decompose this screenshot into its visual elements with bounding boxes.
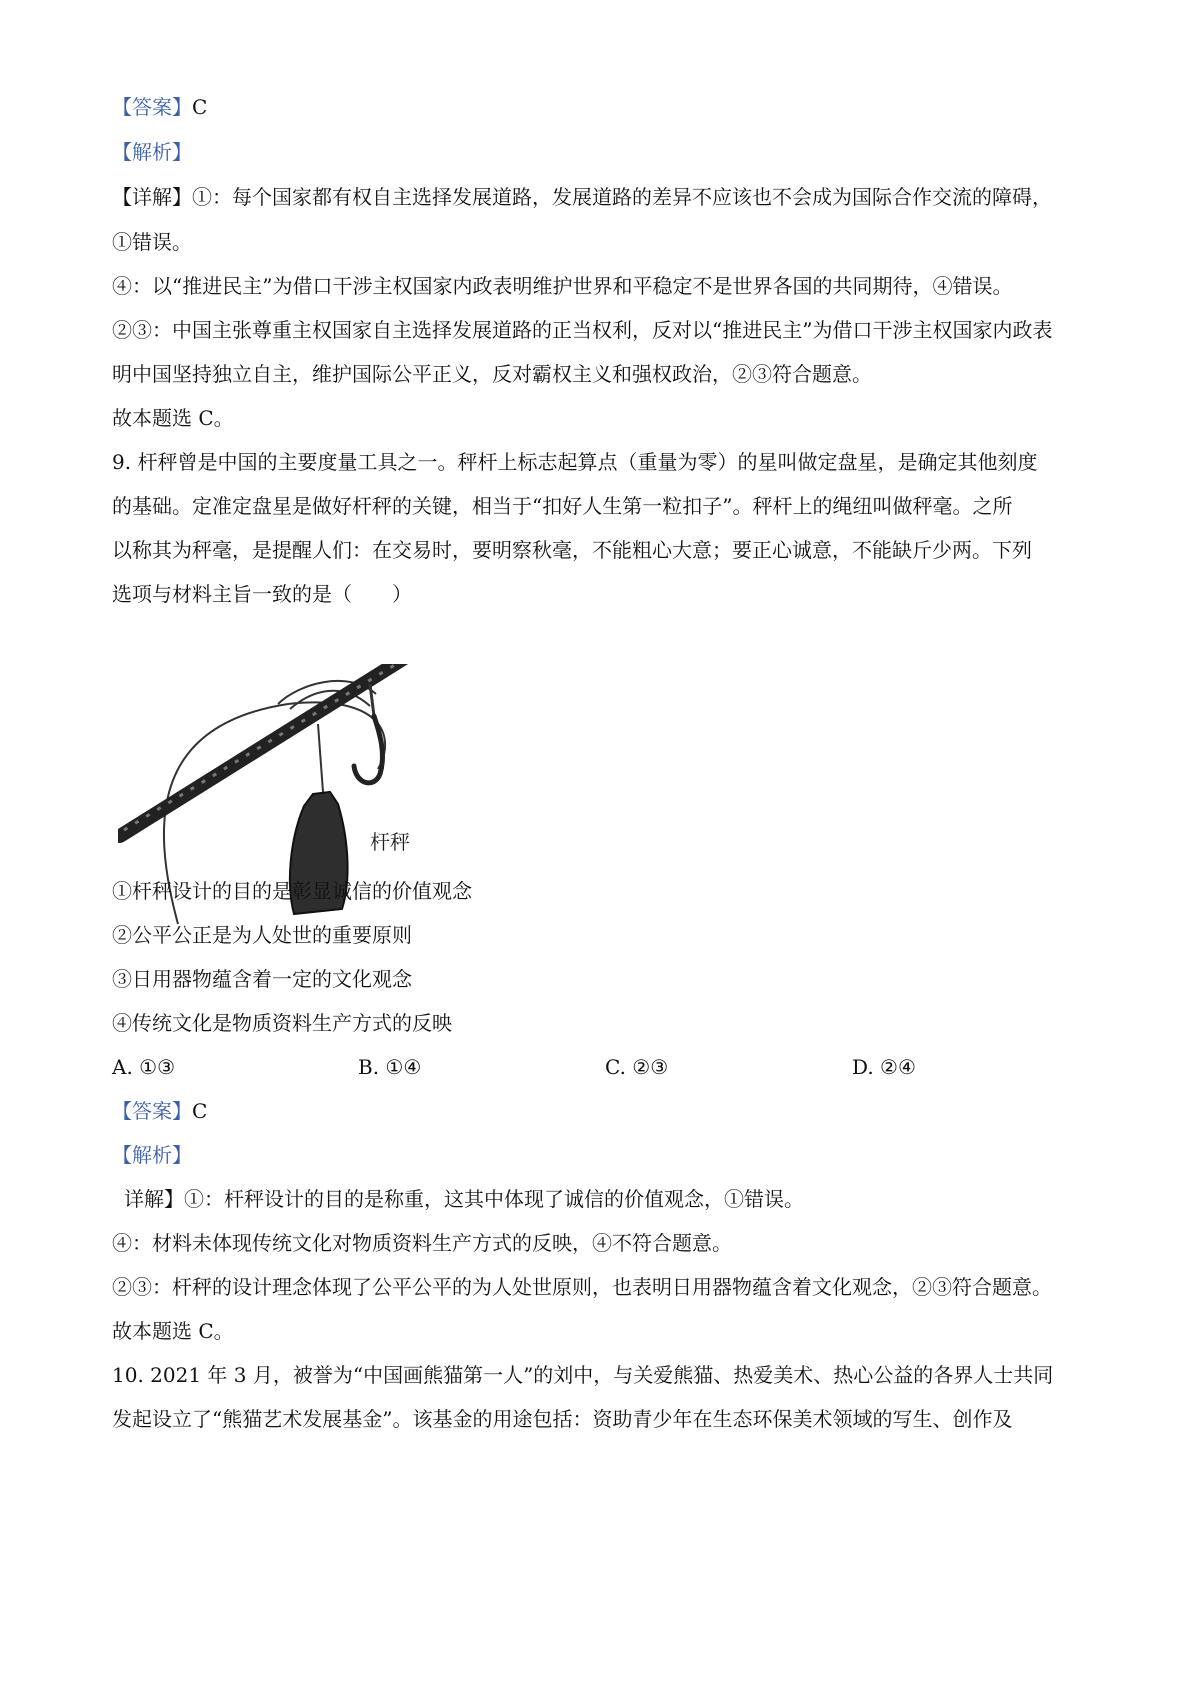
- analysis-tag: 【解析】: [112, 1143, 192, 1167]
- option-c: C. ②③: [605, 1055, 669, 1079]
- question-9-line-1: 9. 杆秤曾是中国的主要度量工具之一。秤杆上标志起算点（重量为零）的星叫做定盘星，是确定其他刻度: [112, 450, 1038, 474]
- prev-analysis-line: [112, 139, 1102, 165]
- prev-detail-line-1: 【详解】①：每个国家都有权自主选择发展道路，发展道路的差异不应该也不会成为国际合作交流的障碍，: [112, 185, 1052, 209]
- q9-answer-line: [112, 1098, 1102, 1124]
- q9-detail-line-1: 详解】①：杆秤设计的目的是称重，这其中体现了诚信的价值观念，①错误。: [124, 1187, 804, 1211]
- option-b: B. ①④: [358, 1055, 422, 1079]
- q9-analysis-line: [112, 1142, 1102, 1168]
- prev-detail-line-5: 明中国坚持独立自主，维护国际公平正义，反对霸权主义和强权政治，②③符合题意。: [112, 362, 872, 386]
- analysis-tag: 【解析】: [112, 140, 192, 164]
- statement-3: ③日用器物蕴含着一定的文化观念: [112, 967, 412, 991]
- prev-detail-line-4: ②③：中国主张尊重主权国家自主选择发展道路的正当权利，反对以“推进民主”为借口干涉主权国家内政表: [112, 318, 1053, 342]
- q9-detail-line-3: ②③：杆秤的设计理念体现了公平公平的为人处世原则，也表明日用器物蕴含着文化观念，②③符合题意。: [112, 1275, 1052, 1299]
- steelyard-hook: [354, 716, 382, 783]
- statement-4: ④传统文化是物质资料生产方式的反映: [112, 1011, 452, 1035]
- answer-tag: 【答案】: [112, 1099, 192, 1123]
- prev-answer-line: [112, 94, 1102, 120]
- question-9-line-3: 以称其为秤毫，是提醒人们：在交易时，要明察秋毫，不能粗心大意；要正心诚意，不能缺斤少两。下列: [112, 538, 1032, 562]
- steelyard-beam: [120, 664, 403, 836]
- question-9-line-4: 选项与材料主旨一致的是（ ）: [112, 582, 412, 606]
- prev-detail-line-6: 故本题选 C。: [112, 406, 234, 430]
- statement-1: ①杆秤设计的目的是彰显诚信的价值观念: [112, 879, 472, 903]
- answer-value: C: [192, 95, 208, 119]
- answer-tag: 【答案】: [112, 95, 192, 119]
- option-a: A. ①③: [112, 1055, 176, 1079]
- question-10-line-1: 10. 2021 年 3 月，被誉为“中国画熊猫第一人”的刘中，与关爱熊猫、热爱美术、热心公益的各界人士共同: [112, 1363, 1054, 1387]
- question-10-line-2: 发起设立了“熊猫艺术发展基金”。该基金的用途包括：资助青少年在生态环保美术领域的写生、创作及: [112, 1407, 1013, 1431]
- question-9-line-2: 的基础。定准定盘星是做好杆秤的关键，相当于“扣好人生第一粒扣子”。秤杆上的绳纽叫做秤毫。之所: [112, 494, 1013, 518]
- option-d: D. ②④: [852, 1055, 916, 1079]
- figure-label: 杆秤: [370, 830, 410, 854]
- statement-2: ②公平公正是为人处世的重要原则: [112, 923, 412, 947]
- answer-value: C: [192, 1099, 208, 1123]
- q9-detail-line-2: ④：材料未体现传统文化对物质资料生产方式的反映，④不符合题意。: [112, 1231, 732, 1255]
- prev-detail-line-3: ④：以“推进民主”为借口干涉主权国家内政表明维护世界和平稳定不是世界各国的共同期待，④错误。: [112, 274, 1013, 298]
- hook-chain: [370, 684, 374, 716]
- prev-detail-line-2: ①错误。: [112, 230, 192, 254]
- q9-detail-line-4: 故本题选 C。: [112, 1319, 234, 1343]
- weight-string: [318, 724, 323, 792]
